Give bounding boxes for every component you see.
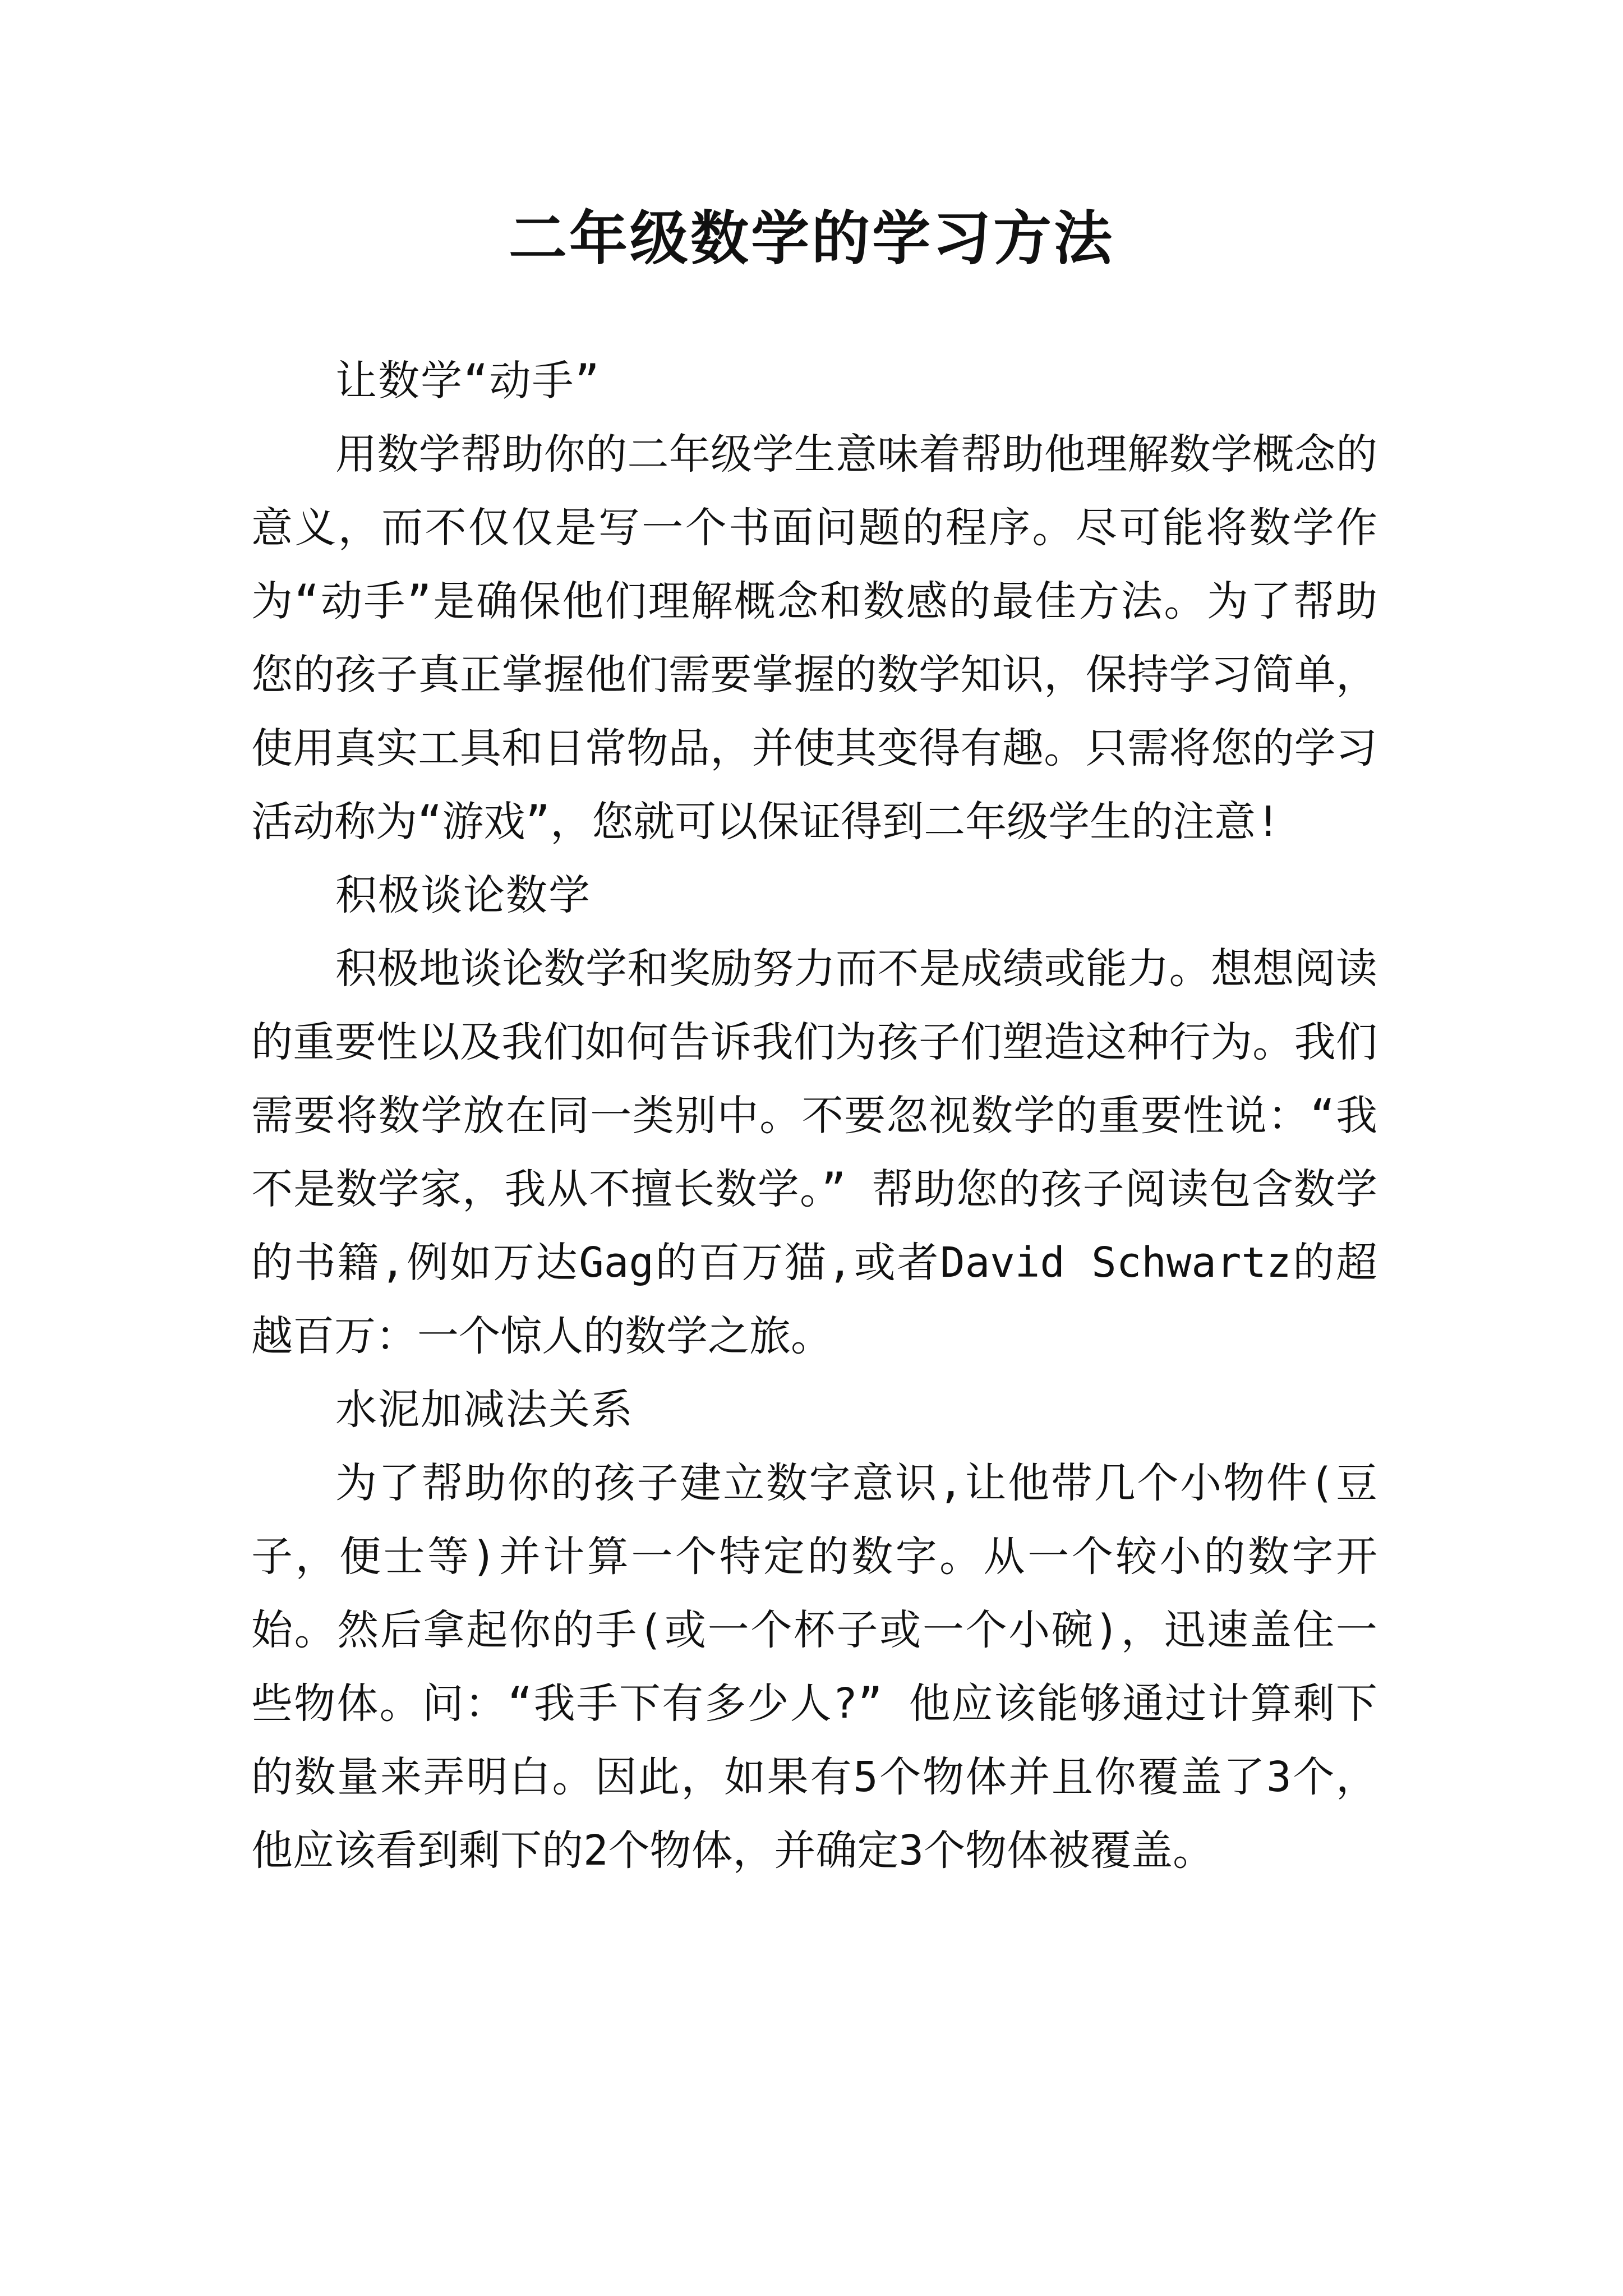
section-paragraph-add-subtract: 为了帮助你的孩子建立数字意识,让他带几个小物件(豆子，便士等)并计算一个特定的数字。从一个较小的数字开始。然后拿起你的手(或一个杯子或一个小碗)，迅速盖住一些物体。问：“我手下有多少人?” 他应该能够通过计算剩下的数量来弄明白。因此，如果有5个物体并且你覆盖了3个，他应该看到剩下的2个物体，并确定3个物体被覆盖。 <box>251 1459 1377 1875</box>
document-body <box>251 344 1377 1888</box>
section-heading-talk-positively: 积极谈论数学 <box>335 871 591 919</box>
document-title: 二年级数学的学习方法 <box>508 204 1114 273</box>
section-paragraph-talk-positively: 积极地谈论数学和奖励努力而不是成绩或能力。想想阅读的重要性以及我们如何告诉我们为孩子们塑造这种行为。我们需要将数学放在同一类别中。不要忽视数学的重要性说：“我不是数学家，我从不擅长数学。” 帮助您的孩子阅读包含数学的书籍,例如万达Gag的百万猫,或者David Schwartz的超越百万：一个惊人的数学之旅。 <box>251 945 1377 1360</box>
section-paragraph-hands-on: 用数学帮助你的二年级学生意味着帮助他理解数学概念的意义，而不仅仅是写一个书面问题的程序。尽可能将数学作为“动手”是确保他们理解概念和数感的最佳方法。为了帮助您的孩子真正掌握他们需要掌握的数学知识，保持学习简单，使用真实工具和日常物品，并使其变得有趣。只需将您的学习活动称为“游戏”，您就可以保证得到二年级学生的注意! <box>251 430 1377 846</box>
section-heading-hands-on: 让数学“动手” <box>335 357 601 405</box>
section-heading-add-subtract: 水泥加减法关系 <box>335 1386 634 1434</box>
